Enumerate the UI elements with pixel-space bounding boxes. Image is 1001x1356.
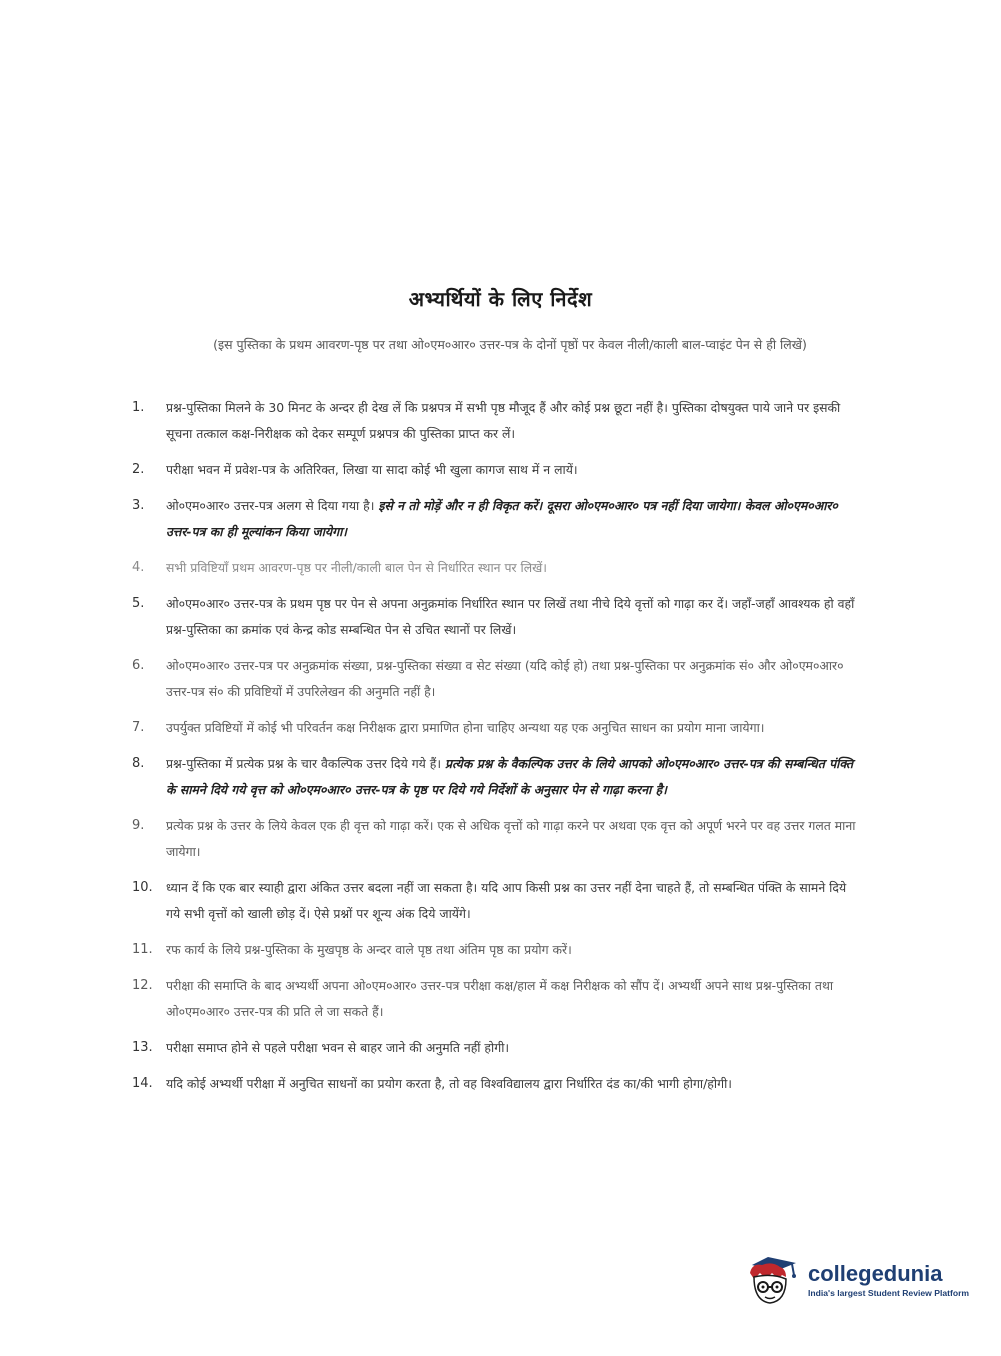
instruction-text-main: प्रश्न-पुस्तिका मिलने के 30 मिनट के अन्दर ही देख लें कि प्रश्नपत्र में सभी पृष्ठ मौजूद हैं और कोई प्रश्न छूटा नहीं है। पुस्तिका दोषयुक्त पाये जाने पर इसकी सूचना तत्काल कक्ष-निरीक्षक को देकर सम्पूर्ण प्रश्नपत्र की पुस्तिका प्राप्त कर लें।	[166, 400, 841, 441]
instruction-item	[132, 937, 862, 963]
logo-tagline: India's largest Student Review Platform	[808, 1288, 970, 1298]
instruction-item	[132, 973, 862, 1025]
instruction-text-main: ओ०एम०आर० उत्तर-पत्र पर अनुक्रमांक संख्या, प्रश्न-पुस्तिका संख्या व सेट संख्या (यदि कोई हो) तथा प्रश्न-पुस्तिका पर अनुक्रमांक सं० और ओ०एम०आर० उत्तर-पत्र सं० की प्रविष्टियों में उपरिलेखन की अनुमति नहीं है।	[166, 658, 844, 699]
instruction-text-main: सभी प्रविष्टियाँ प्रथम आवरण-पृष्ठ पर नीली/काली बाल पेन से निर्धारित स्थान पर लिखें।	[166, 560, 547, 575]
instruction-number: 6.	[132, 658, 145, 673]
instruction-number: 9.	[132, 818, 145, 833]
instruction-item	[132, 813, 862, 865]
instruction-item	[132, 457, 862, 483]
instruction-text-main: ध्यान दें कि एक बार स्याही द्वारा अंकित उत्तर बदला नहीं जा सकता है। यदि आप किसी प्रश्न का उत्तर नहीं देना चाहते हैं, तो सम्बन्धित पंक्ति के सामने दिये गये सभी वृत्तों को खाली छोड़ दें। ऐसे प्रश्नों पर शून्य अंक दिये जायेंगे।	[166, 880, 847, 921]
instruction-number: 12.	[132, 978, 153, 993]
collegedunia-logo	[742, 1250, 972, 1310]
instruction-text-emphasis: इसे न तो मोड़ें और न ही विकृत करें। दूसरा ओ०एम०आर० पत्र नहीं दिया जायेगा। केवल ओ०एम०आर० उत्तर-पत्र का ही मूल्यांकन किया जायेगा।	[166, 498, 838, 539]
instruction-text-main: ओ०एम०आर० उत्तर-पत्र के प्रथम पृष्ठ पर पेन से अपना अनुक्रमांक निर्धारित स्थान पर लिखें तथा नीचे दिये वृत्तों को गाढ़ा कर दें। जहाँ-जहाँ आवश्यक हो वहाँ प्रश्न-पुस्तिका का क्रमांक एवं केन्द्र कोड सम्बन्धित पेन से उचित स्थानों पर लिखें।	[166, 596, 855, 637]
instruction-item	[132, 1035, 862, 1061]
instruction-item	[132, 751, 862, 803]
instruction-text	[166, 973, 862, 1025]
student-mascot-icon	[742, 1251, 802, 1309]
instruction-text	[166, 715, 862, 741]
instruction-text	[166, 653, 862, 705]
instruction-text	[166, 591, 862, 643]
instruction-number: 3.	[132, 498, 145, 513]
instruction-text	[166, 493, 862, 545]
instruction-number: 2.	[132, 462, 145, 477]
instruction-item	[132, 653, 862, 705]
instruction-number: 7.	[132, 720, 145, 735]
instruction-text	[166, 875, 862, 927]
instruction-item	[132, 555, 862, 581]
instruction-text	[166, 1071, 862, 1097]
instruction-item	[132, 1071, 862, 1097]
instruction-text	[166, 395, 862, 447]
instruction-text-main: परीक्षा भवन में प्रवेश-पत्र के अतिरिक्त, लिखा या सादा कोई भी खुला कागज साथ में न लायें।	[166, 462, 578, 477]
instruction-text	[166, 751, 862, 803]
page-title: अभ्यर्थियों के लिए निर्देश	[408, 287, 593, 311]
instruction-text-main: ओ०एम०आर० उत्तर-पत्र अलग से दिया गया है।	[166, 498, 375, 513]
instruction-item	[132, 591, 862, 643]
instruction-text	[166, 1035, 862, 1061]
instruction-text	[166, 937, 862, 963]
instruction-item	[132, 395, 862, 447]
instruction-item	[132, 493, 862, 545]
instruction-number: 1.	[132, 400, 145, 415]
instruction-text-main: रफ कार्य के लिये प्रश्न-पुस्तिका के मुखपृष्ठ के अन्दर वाले पृष्ठ तथा अंतिम पृष्ठ का प्रयोग करें।	[166, 942, 572, 957]
instruction-number: 13.	[132, 1040, 153, 1055]
instruction-text-main: परीक्षा की समाप्ति के बाद अभ्यर्थी अपना ओ०एम०आर० उत्तर-पत्र परीक्षा कक्ष/हाल में कक्ष निरीक्षक को सौंप दें। अभ्यर्थी अपने साथ प्रश्न-पुस्तिका तथा ओ०एम०आर० उत्तर-पत्र की प्रति ले जा सकते हैं।	[166, 978, 834, 1019]
instructions-subtitle: (इस पुस्तिका के प्रथम आवरण-पृष्ठ पर तथा ओ०एम०आर० उत्तर-पत्र के दोनों पृष्ठों पर केवल नीली/काली बाल-प्वाइंट पेन से ही लिखें)	[213, 337, 807, 352]
instruction-text-main: प्रत्येक प्रश्न के उत्तर के लिये केवल एक ही वृत्त को गाढ़ा करें। एक से अधिक वृत्तों को गाढ़ा करने पर अथवा एक वृत्त को अपूर्ण भरने पर वह उत्तर गलत माना जायेगा।	[166, 818, 856, 859]
instruction-text-emphasis: प्रत्येक प्रश्न के वैकल्पिक उत्तर के लिये आपको ओ०एम०आर० उत्तर-पत्र की सम्बन्धित पंक्ति के सामने दिये गये वृत्त को ओ०एम०आर० उत्तर-पत्र के पृष्ठ पर दिये गये निर्देशों के अनुसार पेन से गाढ़ा करना है।	[166, 756, 854, 797]
instruction-text-main: परीक्षा समाप्त होने से पहले परीक्षा भवन से बाहर जाने की अनुमति नहीं होगी।	[166, 1040, 510, 1055]
instruction-text-main: यदि कोई अभ्यर्थी परीक्षा में अनुचित साधनों का प्रयोग करता है, तो वह विश्वविद्यालय द्वारा निर्धारित दंड का/की भागी होगा/होगी।	[166, 1076, 732, 1091]
instruction-item	[132, 715, 862, 741]
instruction-text-main: प्रश्न-पुस्तिका में प्रत्येक प्रश्न के चार वैकल्पिक उत्तर दिये गये हैं।	[166, 756, 442, 771]
instruction-text	[166, 813, 862, 865]
instruction-text	[166, 457, 862, 483]
instruction-text	[166, 555, 862, 581]
instruction-number: 8.	[132, 756, 145, 771]
instruction-number: 4.	[132, 560, 145, 575]
instruction-item	[132, 875, 862, 927]
instruction-text-main: उपर्युक्त प्रविष्टियों में कोई भी परिवर्तन कक्ष निरीक्षक द्वारा प्रमाणित होना चाहिए अन्यथा यह एक अनुचित साधन का प्रयोग माना जायेगा।	[166, 720, 765, 735]
instructions-list	[132, 395, 862, 1107]
instruction-number: 14.	[132, 1076, 153, 1091]
instruction-number: 10.	[132, 880, 153, 895]
instruction-number: 5.	[132, 596, 145, 611]
logo-name: collegedunia	[808, 1261, 943, 1286]
instruction-number: 11.	[132, 942, 153, 957]
